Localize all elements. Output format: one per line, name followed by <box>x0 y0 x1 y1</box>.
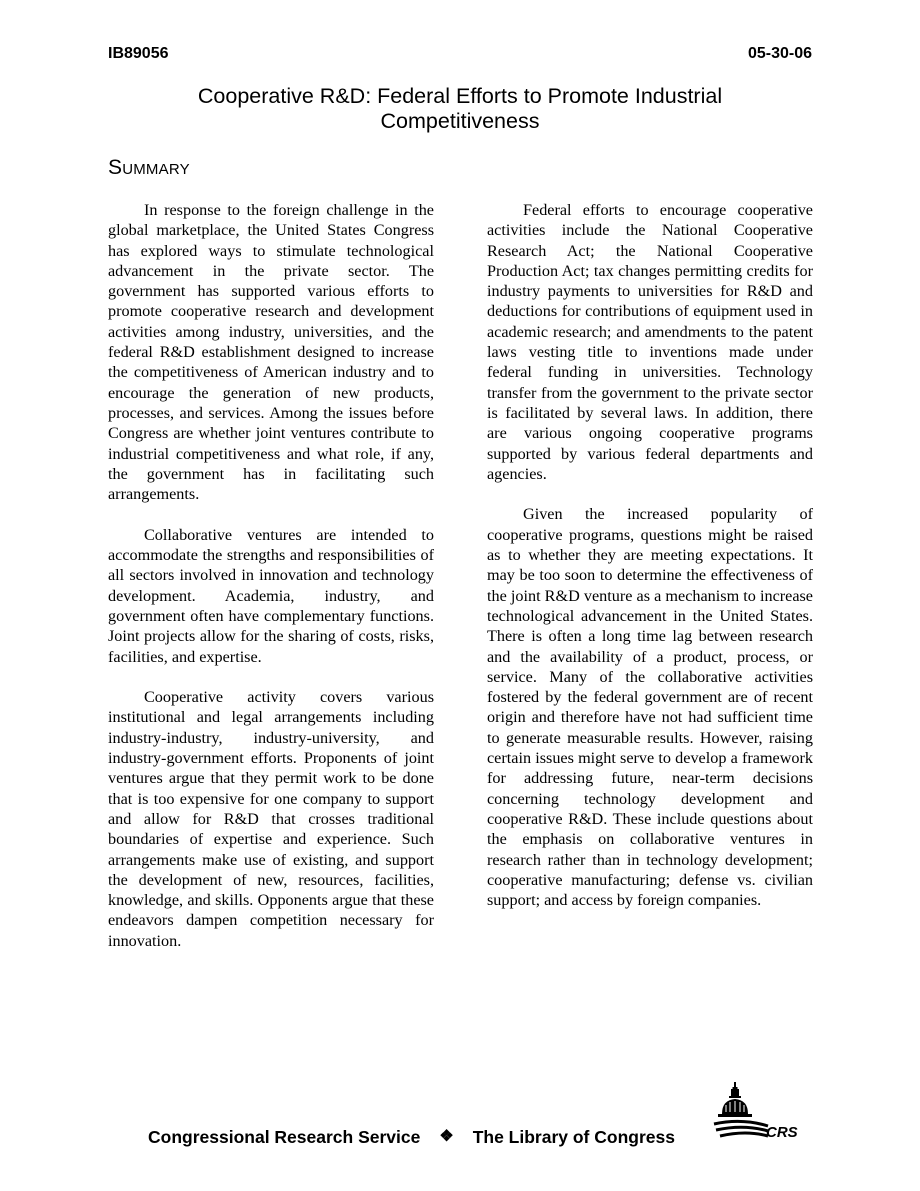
paragraph: Federal efforts to encourage cooperative activities include the National Cooperative Research Act; the National Cooperative Production Act; tax changes permitting credits for industry payments to universities for R&D and deductions for contributions of equipment used in academic research; and amendments to the patent laws vesting title to inventions made under federal funding in universities. Technology transfer from the government to the private sector is facilitated by several laws. In addition, there are various ongoing cooperative programs supported by various federal departments and agencies. <box>487 201 813 483</box>
paragraph: Cooperative activity covers various institutional and legal arrangements including industry-industry, industry-university, and industry-government efforts. Proponents of joint ventures argue that they permit work to be done that is too expensive for one company to support and allow for R&D that crosses traditional boundaries of expertise and experience. Such arrangements make use of existing, and support the development of new, resources, facilities, knowledge, and skills. Opponents argue that these endeavors dampen competition necessary for innovation. <box>108 688 434 950</box>
title-line-2: Competitiveness <box>380 109 540 133</box>
paragraph: Collaborative ventures are intended to accommodate the strengths and responsibilities of all sectors involved in innovation and technology development. Academia, industry, and government often have complementary functions. Joint projects allow for the sharing of costs, risks, facilities, and expertise. <box>108 525 434 666</box>
document-id: IB89056 <box>108 45 169 62</box>
footer-crs-name: Congressional Research Service <box>148 1127 421 1147</box>
right-column <box>487 200 813 931</box>
left-column <box>108 200 434 971</box>
document-title <box>108 84 812 134</box>
footer-separator-icon: ❖ <box>439 1128 454 1145</box>
document-date: 05-30-06 <box>747 45 812 62</box>
footer-library-name: The Library of Congress <box>472 1127 675 1147</box>
title-line-1: Cooperative R&D: Federal Efforts to Promote Industrial <box>197 84 723 108</box>
summary-heading: Summary <box>108 156 190 179</box>
page-header <box>108 44 812 64</box>
page-footer <box>148 1126 675 1148</box>
paragraph: Given the increased popularity of cooperative programs, questions might be raised as to whether they are meeting expectations. It may be too soon to determine the effectiveness of the joint R&D venture as a mechanism to increase technological advancement in the United States. There is often a long time lag between research and the availability of a product, process, or service. Many of the collaborative activities fostered by the federal government are of recent origin and therefore have not had sufficient time to generate measurable results. However, raising certain issues might serve to develop a framework for addressing future, near-term decisions concerning technology development and cooperative R&D. These include questions about the emphasis on collaborative ventures in research rather than in technology development; cooperative manufacturing; defense vs. civilian support; and access by foreign companies. <box>487 505 813 910</box>
crs-logo-text: CRS <box>766 1124 798 1141</box>
paragraph: In response to the foreign challenge in the global marketplace, the United States Congress has explored ways to stimulate technological advancement in the private sector. The government has supported various efforts to promote cooperative research and development activities among industry, universities, and the federal R&D establishment designed to increase the competitiveness of American industry and to encourage the generation of new products, processes, and services. Among the issues before Congress are whether joint ventures contribute to industrial competitiveness and what role, if any, the government has in facilitating such arrangements. <box>108 201 434 504</box>
